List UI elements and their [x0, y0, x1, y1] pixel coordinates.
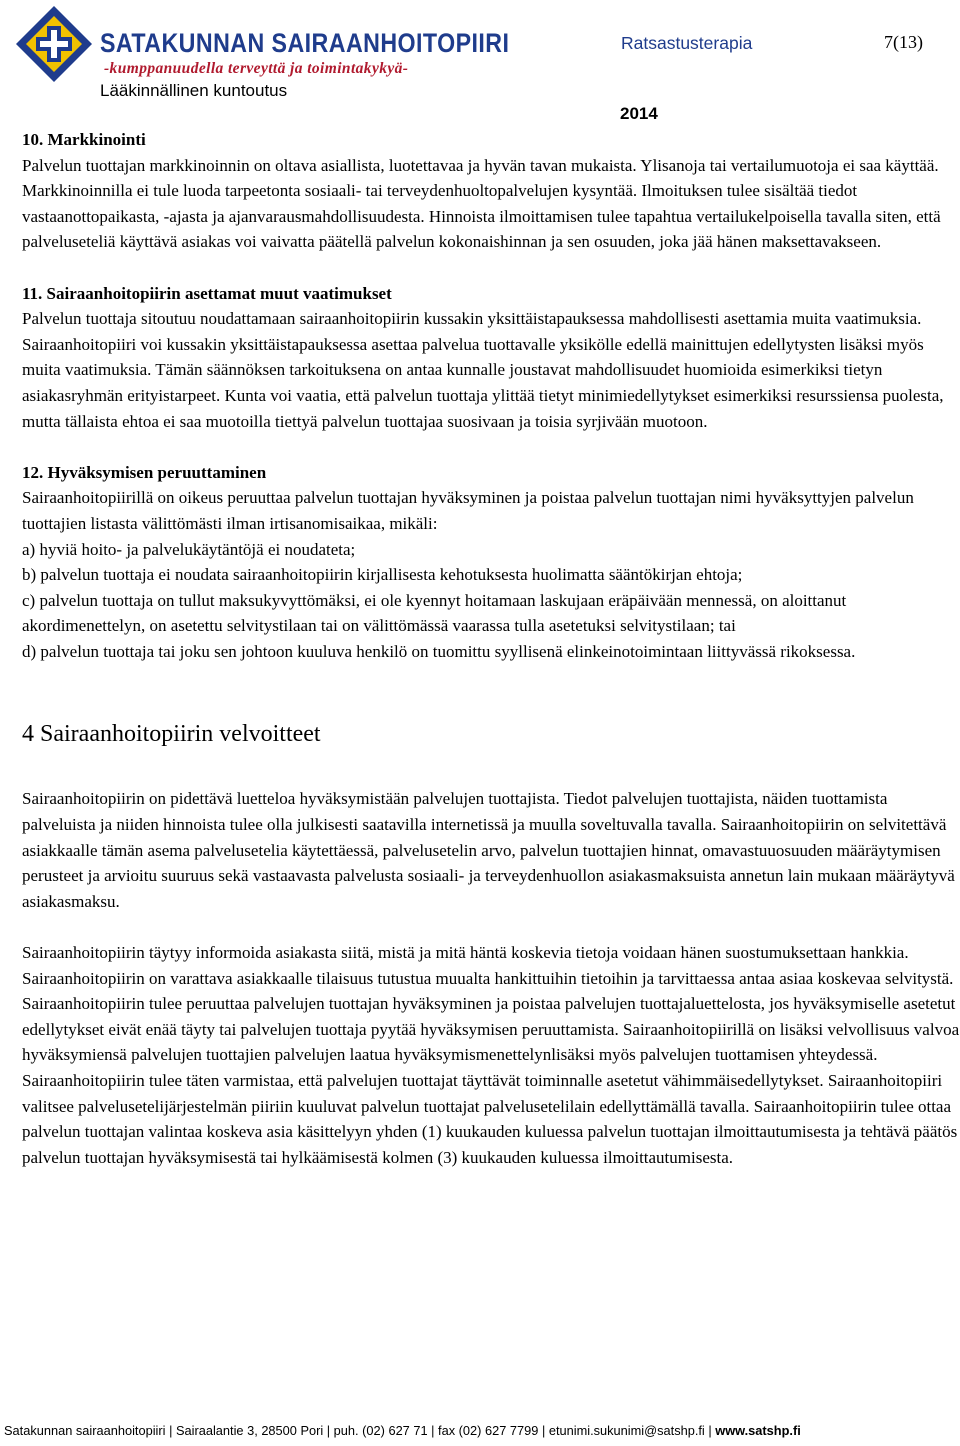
section-title-revocation: 12. Hyväksymisen peruuttaminen [22, 462, 267, 482]
section-title-marketing: 10. Markkinointi [22, 130, 146, 149]
section-title-other-requirements: 11. Sairaanhoitopiirin asettamat muut vaatimukset [22, 283, 392, 303]
page-number: 7(13) [884, 32, 923, 52]
chapter-paragraph: Sairaanhoitopiirin tulee peruuttaa palvelujen tuottajan hyväksyminen ja poistaa palvelujen tuottajaluettelosta, jos hyväksymiselle asetetut edellytykset eivät enää täyty tai palvelujen tuottaja pyytää hyväksymisen peruuttamista. Sairaanhoitopiirillä on lisäksi velvollisuus valvoa hyväksymiensä palvelujen tuottajien palvelujen laatua hyväksymismenettelynlisäksi myös palvelujen tuottamisen yhteydessä. Sairaanhoitopiirin tulee täten varmistaa, että palvelujen tuottajat täyttävät toiminnalle asetetut vähimmäisedellytykset. Sairaanhoitopiiri valitsee palvelusetelijärjestelmän piiriin kuuluvat palvelun tuottajat palvelusetelilain edellyttämällä tavalla. Sairaanhoitopiirin tulee ottaa palvelun tuottajan valintaa koskeva asia käsittelyyn yhden (1) kuukauden kuluessa palvelun tuottajan ilmoittautumisesta ja tehtävä päätös palvelun tuottajan hyväksymisestä tai hylkäämisestä kolmen (3) kuukauden kuluessa ilmoittautumisesta. [22, 994, 960, 1167]
list-item: c) palvelun tuottaja on tullut maksukyvyttömäksi, ei ole kyennyt hoitamaan laskujaan eräpäivään mennessä, on aloittanut akordimenettelyn, on asetettu selvitystilaan tai on välittömässä vaarassa tulla asetetuksi selvitystilaan; tai [22, 590, 847, 636]
chapter-paragraph: Sairaanhoitopiirin on pidettävä luetteloa hyväksymistään palvelujen tuottajista. Tiedot palvelujen tuottajista, näiden tuottamista palveluista ja niiden hinnoista tulee olla julkisesti saatavilla internetissä ja muulla soveltuvalla tavalla. Sairaanhoitopiirin on selvitettävä asiakkaalle tämän asema palvelusetelia käytettäessä, palvelusetelin arvo, palvelun tuottajien hinnat, omavastuuosuuden määräytymisen perusteet ja arvioitu suuruus sekä vastaavasta palvelusta sosiaali- ja terveydenhuollon asiakasmaksuista annetun lain mukaan määräytyvä asiakasmaksu. [22, 789, 955, 911]
footer-separator: | [541, 1423, 546, 1438]
section-body-marketing: Palvelun tuottajan markkinoinnin on oltava asiallista, luotettavaa ja hyvän tavan mukaista. Ylisanoja tai vertailumuotoja ei saa käyttää. Markkinoinnilla ei tule luoda tarpeetonta sosiaali- tai terveydenhuoltopalvelujen kysyntää. Ilmoituksen tulee sisältää tiedot vastaanottopaikasta, -ajasta ja ajanvarausmahdollisuudesta. Hinnoista ilmoittamisen tulee tapahtua vertailukelpoisella tavalla siten, että palveluseteliä käyttävä asiakas voi vaivatta päätellä palvelun kokonaishinnan ja sen osuuden, joka jää hänen maksettavakseen. [22, 155, 941, 252]
list-item: b) palvelun tuottaja ei noudata sairaanhoitopiirin kirjallisesta kehotuksesta huolimatta sääntökirjan ehtoja; [22, 565, 743, 585]
document-body [22, 127, 960, 1170]
section-intro-revocation: Sairaanhoitopiirillä on oikeus peruuttaa palvelun tuottajan hyväksyminen ja poistaa palvelun tuottajan nimi hyväksyttyjen palvelun tuottajien listasta välittömästi ilman irtisanomisaikaa, mikäli: [22, 488, 914, 533]
list-item: a) hyviä hoito- ja palvelukäytäntöjä ei noudateta; [22, 539, 356, 559]
document-year: 2014 [620, 104, 658, 123]
footer-web-link[interactable]: www.satshp.fi [715, 1423, 801, 1438]
page-footer [4, 1423, 960, 1438]
hospital-district-logo-icon [14, 4, 94, 84]
section-body-other-requirements: Palvelun tuottaja sitoutuu noudattamaan sairaanhoitopiirin kussakin yksittäistapauksessa mahdollisesti asettamia muita vaatimuksia. Sairaanhoitopiiri voi kussakin yksittäistapauksessa asettaa palvelua tuottavalle yksikölle edellä mainittujen edellytysten lisäksi myös muita vaatimuksia. Tämän säännöksen tarkoituksena on antaa kunnalle joustavat mahdollisuudet huomioida esimerkiksi tietyn asiakasryhmän erityistarpeet. Kunta voi vaatia, että palvelun tuottaja ylittää tietyt minimiedellytykset esimerkiksi resurssiensa puolesta, mutta tällaista ehtoa ei saa muotoilla tiettyä palvelun tuottajaa suosivaan ja toisia syrjivään muotoon. [22, 309, 944, 431]
footer-separator: | [326, 1423, 331, 1438]
chapter-paragraph: Sairaanhoitopiirin täytyy informoida asiakasta siitä, mistä ja mitä häntä koskevia tietoja voidaan hänen suostumuksettaan hankkia. Sairaanhoitopiirin on varattava asiakkaalle tilaisuus tutustua muualta hankittuihin tietoihin ja tarvittaessa antaa asiaa koskevaa selvitystä. [22, 943, 954, 988]
org-slogan: -kumppanuudella terveyttä ja toimintakykyä- [104, 60, 409, 77]
footer-email-link[interactable]: etunimi.sukunimi@satshp.fi [548, 1423, 705, 1438]
list-item: d) palvelun tuottaja tai joku sen johtoon kuuluva henkilö on tuomittu syyllisenä elinkeinotoimintaan liittyvässä rikoksessa. [22, 641, 856, 661]
footer-separator: | [431, 1423, 435, 1438]
org-name: SATAKUNNAN SAIRAANHOITOPIIRI [100, 28, 510, 58]
footer-phone: puh. (02) 627 71 [333, 1423, 428, 1438]
footer-separator: | [708, 1423, 712, 1438]
footer-fax: fax (02) 627 7799 [438, 1423, 539, 1438]
footer-org: Satakunnan sairaanhoitopiiri [4, 1423, 166, 1438]
chapter-title-obligations: 4 Sairaanhoitopiirin velvoitteet [22, 721, 321, 748]
footer-separator: | [169, 1423, 173, 1438]
page-header [0, 0, 960, 130]
unit-name: Lääkinnällinen kuntoutus [100, 81, 288, 100]
footer-address: Sairaalantie 3, 28500 Pori [175, 1423, 324, 1438]
document-title: Ratsastusterapia [621, 33, 753, 53]
